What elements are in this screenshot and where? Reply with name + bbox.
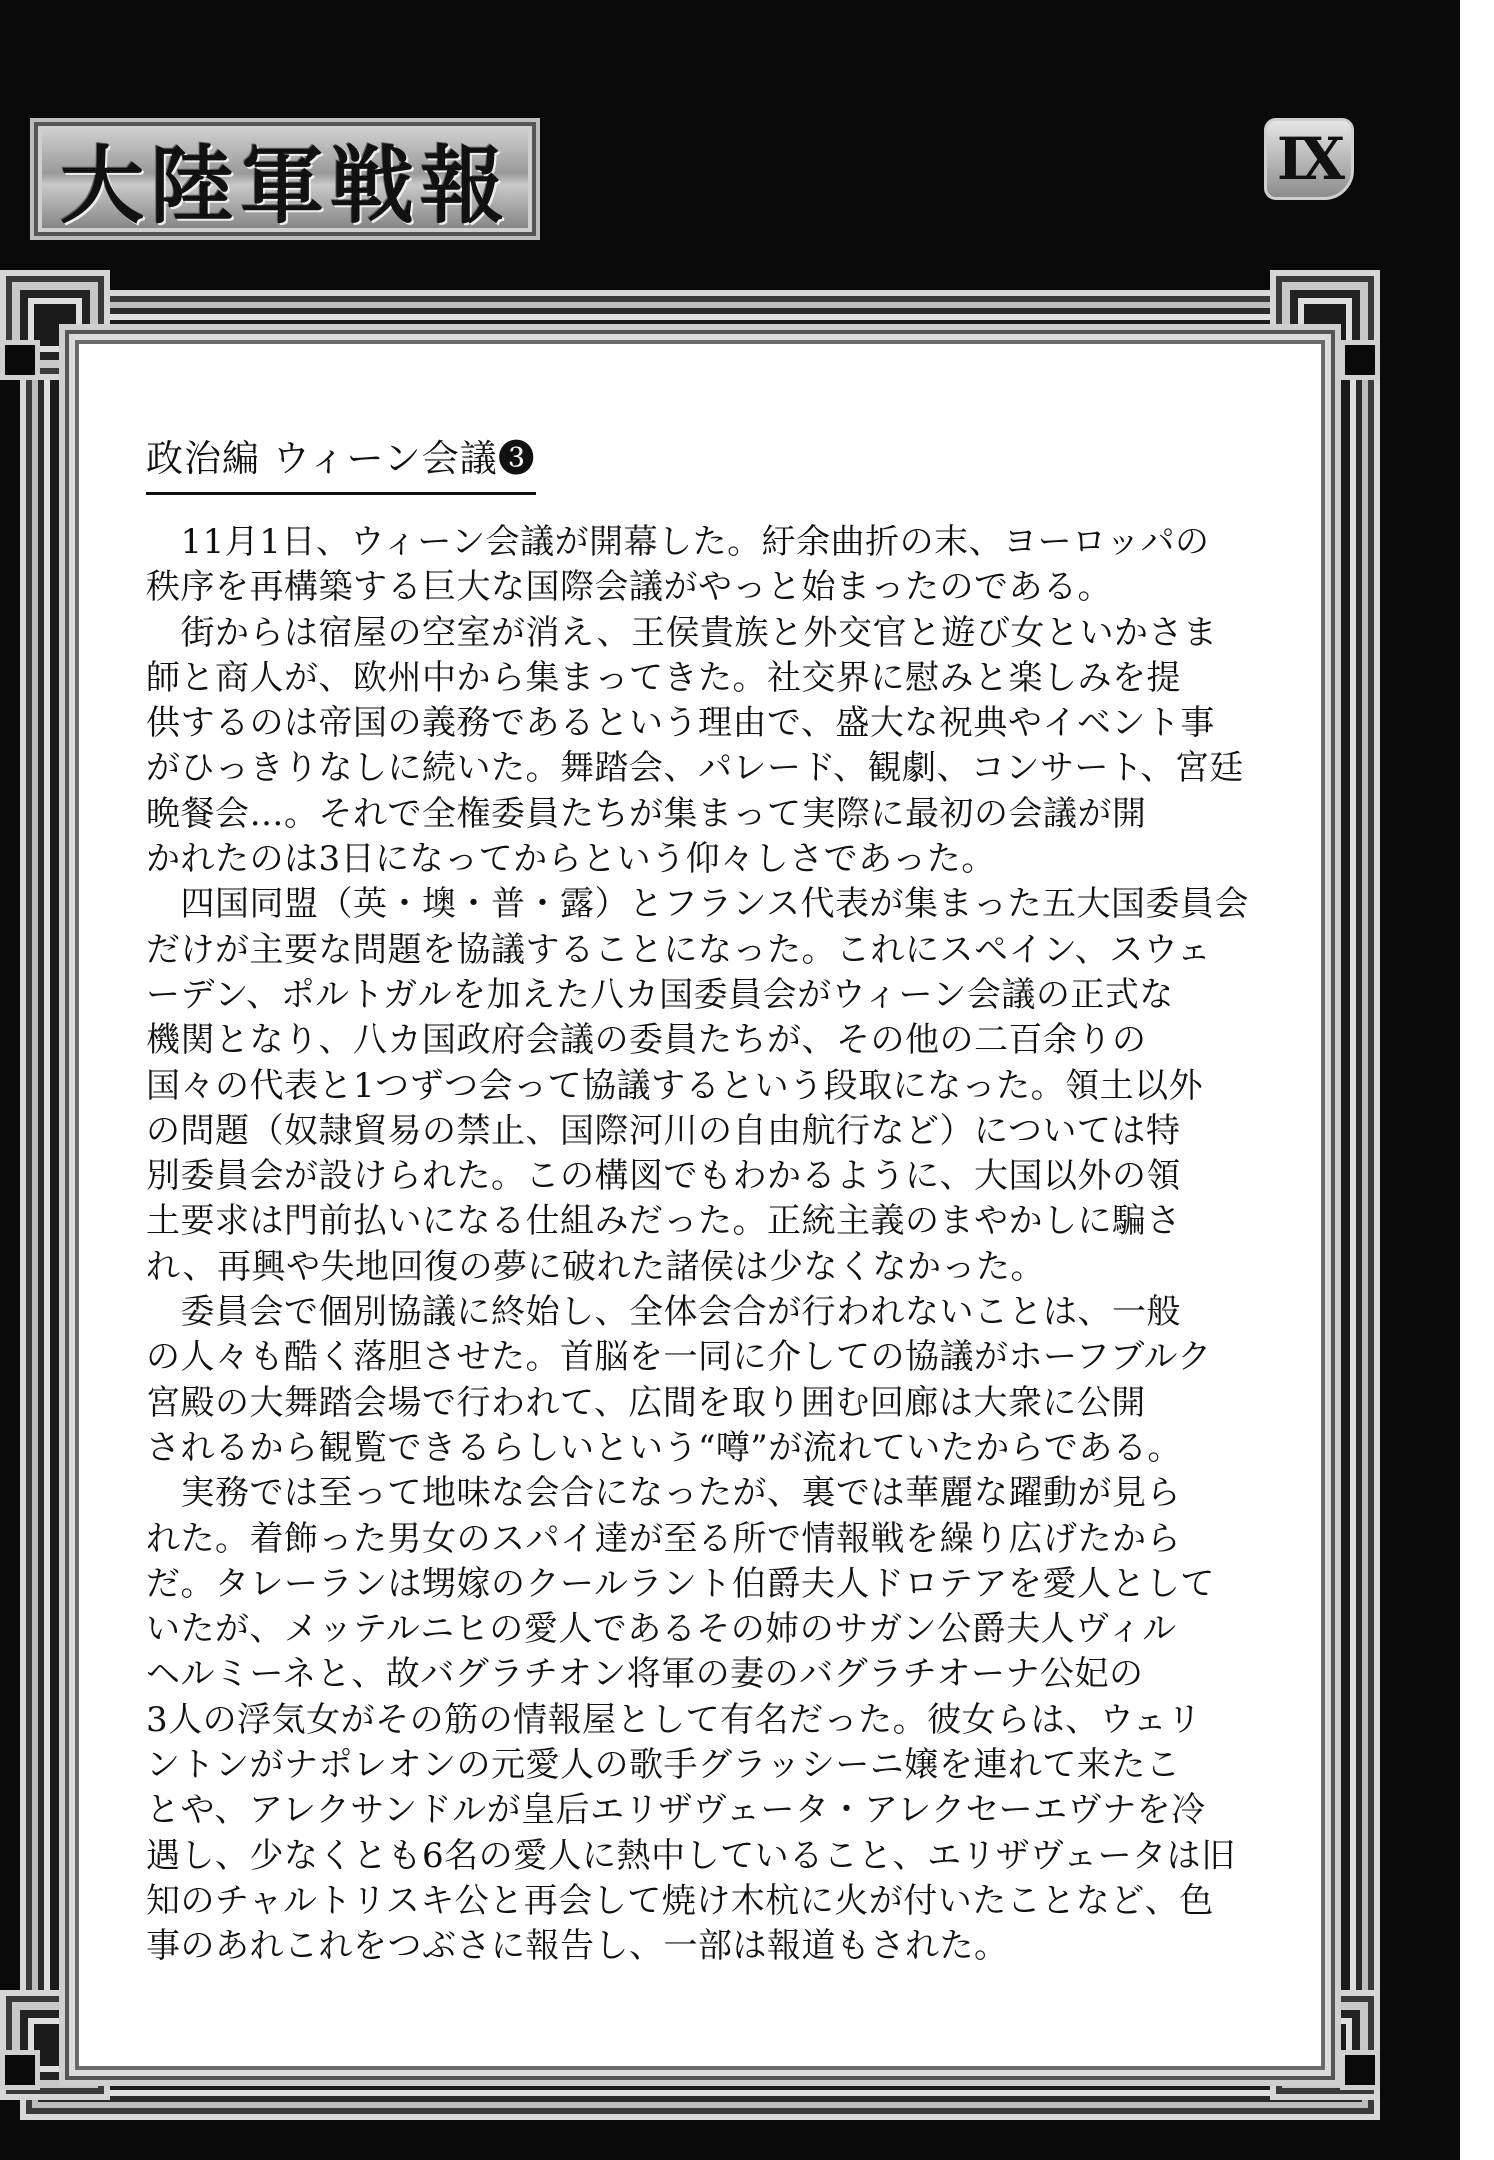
body-line: 実務では至って地味な会合になったが、裏では華麗な躍動が見ら [146, 1473, 1181, 1514]
series-title-plate [30, 118, 540, 240]
body-line: 国々の代表と1つずつ会って協議するという段取になった。領土以外 [146, 1065, 1204, 1106]
body-line: ーデン、ポルトガルを加えた八カ国委員会がウィーン会議の正式な [146, 974, 1174, 1015]
body-line: 晩餐会…。それで全権委員たちが集まって実際に最初の会議が開 [146, 793, 1147, 834]
frame-notch [0, 2050, 40, 2090]
body-line: の人々も酷く落胆させた。首脳を一同に介しての協議がホーフブルク [146, 1337, 1212, 1378]
series-title: 大陸軍戦報 [59, 136, 510, 235]
body-line: ヘルミーネと、故バグラチオン将軍の妻のバグラチオーナ公妃の [146, 1654, 1144, 1695]
body-line: 11月1日、ウィーン会議が開幕した。紆余曲折の末、ヨーロッパの [146, 522, 1210, 562]
body-line: れ、再興や失地回復の夢に破れた諸侯は少なくなかった。 [146, 1246, 1046, 1287]
frame-notch [1340, 2050, 1380, 2090]
body-line: いたが、メッテルニヒの愛人であるその姉のサガン公爵夫人ヴィル [146, 1609, 1177, 1650]
body-line: 街からは宿屋の空室が消え、王侯貴族と外交官と遊び女といかさま [146, 612, 1218, 653]
frame-notch [0, 340, 40, 380]
section-heading: 政治編 ウィーン会議❸ [146, 428, 536, 495]
volume-number: IX [1276, 125, 1342, 193]
body-line: 3人の浮気女がその筋の情報屋として有名だった。彼女らは、ウェリ [146, 1699, 1202, 1740]
body-line: がひっきりなしに続いた。舞踏会、パレード、観劇、コンサート、宮廷 [146, 748, 1244, 789]
body-line: 師と商人が、欧州中から集まってきた。社交界に慰みと楽しみを提 [146, 657, 1181, 698]
volume-badge [1264, 118, 1354, 200]
body-line: だけが主要な問題を協議することになった。これにスペイン、スウェ [146, 929, 1212, 970]
body-line: 遇し、少なくとも6名の愛人に熱中していること、エリザヴェータは旧 [146, 1835, 1236, 1876]
body-line: 四国同盟（英・墺・普・露）とフランス代表が集まった五大国委員会 [146, 884, 1249, 925]
body-line: 土要求は門前払いになる仕組みだった。正統主義のまやかしに騙さ [146, 1201, 1181, 1242]
body-line: とや、アレクサンドルが皇后エリザヴェータ・アレクセーエヴナを冷 [146, 1790, 1206, 1831]
body-line: 委員会で個別協議に終始し、全体会合が行われないことは、一般 [146, 1292, 1181, 1333]
frame-notch [1340, 340, 1380, 380]
body-line: の問題（奴隷貿易の禁止、国際河川の自由航行など）については特 [146, 1110, 1181, 1151]
article-body [146, 520, 1249, 1970]
body-line: れた。着飾った男女のスパイ達が至る所で情報戦を繰り広げたから [146, 1518, 1181, 1559]
body-line: されるから観覧できるらしいという“噂”が流れていたからである。 [146, 1427, 1182, 1468]
body-line: ントンがナポレオンの元愛人の歌手グラッシーニ嬢を連れて来たこ [146, 1745, 1181, 1786]
body-line: かれたのは3日になってからという仰々しさであった。 [146, 839, 996, 880]
body-line: だ。タレーランは甥嫁のクールラント伯爵夫人ドロテアを愛人として [146, 1563, 1215, 1604]
body-line: 機関となり、八カ国政府会議の委員たちが、その他の二百余りの [146, 1020, 1147, 1061]
body-line: 宮殿の大舞踏会場で行われて、広間を取り囲む回廊は大衆に公開 [146, 1382, 1146, 1423]
body-line: 秩序を再構築する巨大な国際会議がやっと始まったのである。 [146, 567, 1112, 608]
body-line: 供するのは帝国の義務であるという理由で、盛大な祝典やイベント事 [146, 703, 1215, 744]
body-line: 事のあれこれをつぶさに報告し、一部は報道もされた。 [146, 1926, 1009, 1967]
body-line: 別委員会が設けられた。この構図でもわかるように、大国以外の領 [146, 1156, 1181, 1197]
body-line: 知のチャルトリスキ公と再会して焼け木杭に火が付いたことなど、色 [146, 1880, 1214, 1921]
